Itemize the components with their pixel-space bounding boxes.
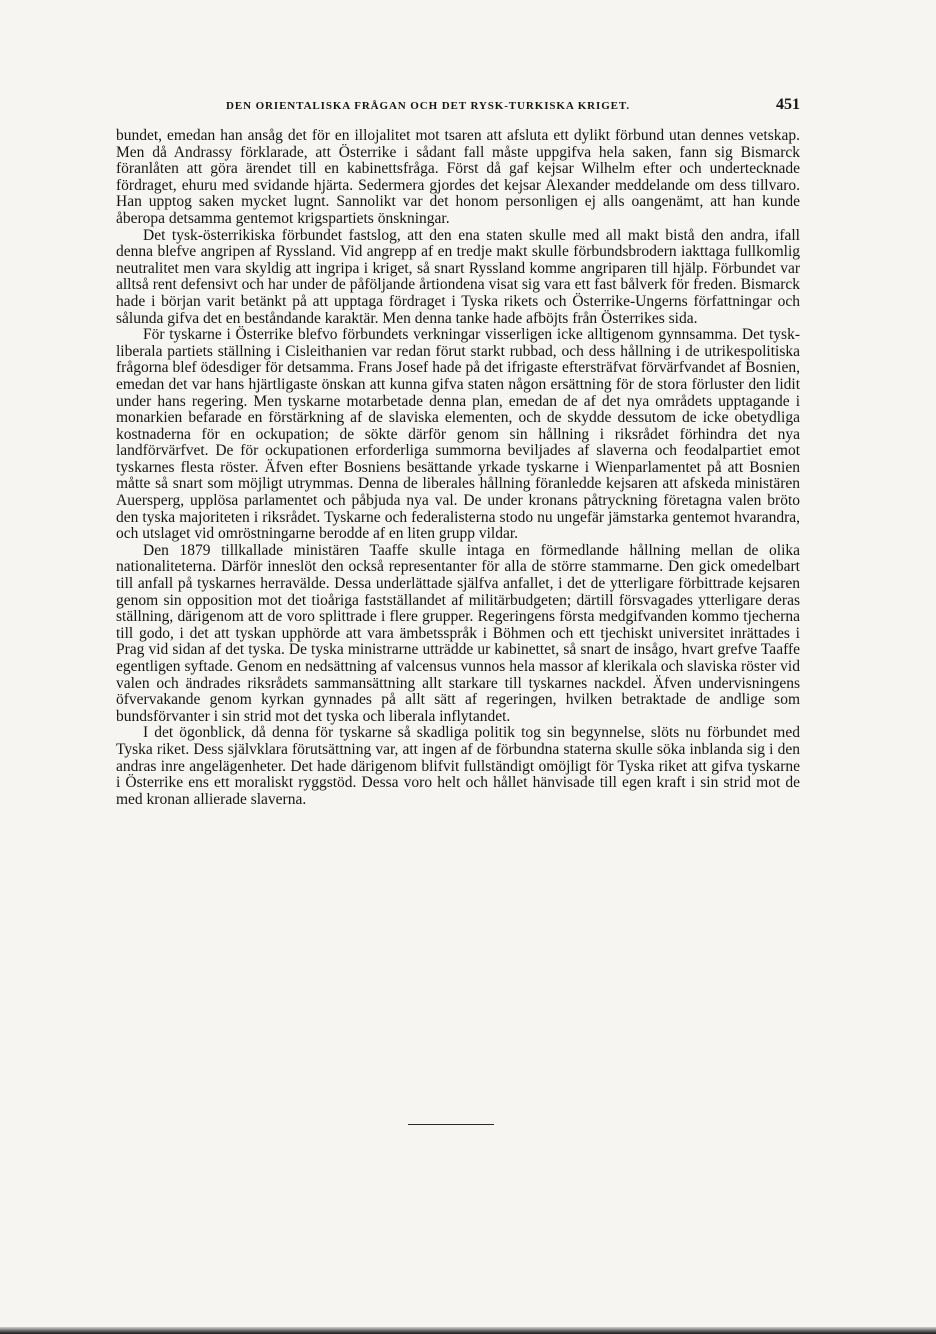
paragraph-4: Den 1879 tillkallade ministären Taaffe skulle intaga en förmedlande hållning mellan de olika nationaliteterna. Därför inneslöt den också representanter för alla de större stammarne. Den gick omedelbart till anfall på tyskarnes herravälde. Dessa underlättade själfva anfallet, i det de ytterligare förbittrade kejsaren genom sin opposition mot det tioåriga fastställandet af militärbudgeten; därtill försvagades ytterligare deras ställning, därigenom att de voro splittrade i flere grupper. Regeringens första medgifvanden kommo tjecherna till godo, i det att tyskan upphörde att vara ämbetsspråk i Böhmen och ett tjechiskt universitet inrättades i Prag vid sidan af det tyska. De tyska ministrarne utträdde ur kabinettet, så snart de insågo, hvart grefve Taaffe egentligen syftade. Genom en nedsättning af valcensus vunnos hela massor af klerikala och slaviska röster vid valen och ändrades riksrådets sammansättning allt starkare till tyskarnes nackdel. Äfven undervisningens öfvervakande genom kyrkan gynnades på allt sätt af regeringen, hvilken betraktade de andlige som bundsförvanter i sin strid mot det tyska och liberala inflytandet. — [116, 541, 800, 725]
paragraph-3: För tyskarne i Österrike blefvo förbundets verkningar visserligen icke alltigenom gynnsamma. Det tysk-liberala partiets ställning i Cisleithanien var redan förut starkt rubbad, och dess hållning i de utrikespolitiska frågorna blef ödesdiger för detsamma. Frans Josef hade på det ifrigaste eftersträfvat förvärfvandet af Bosnien, emedan det var hans hjärtligaste önskan att kunna gifva staten någon ersättning för de stora förluster den lidit under hans regering. Men tyskarne motarbetade denna plan, emedan de af det nya områdets upptagande i monarkien befarade en förstärkning af de slaviska elementen, och de skydde dessutom de icke obetydliga kostnaderna för en ockupation; de sökte därför genom sin hållning i riksrådet förhindra det nya landförvärfvet. De för ockupationen erforderliga summorna beviljades af slaverna och feodalpartiet emot tyskarnes flesta röster. Äfven efter Bosniens besättande yrkade tyskarne i Wienparlamentet på att Bosnien måtte så snart som möjligt utrymmas. Denna de liberales hållning föranledde kejsaren att afskeda ministären Auersperg, upplösa parlamentet och påbjuda nya val. De under kronans påtryckning företagna valen bröto den tyska majoriteten i riksrådet. Tyskarne och federalisterna stodo nu ungefär jämstarka gentemot hvarandra, och utslaget vid omröstningarne berodde af en liten grupp vildar. — [116, 326, 800, 543]
scan-edge-shadow — [0, 1327, 936, 1334]
section-end-rule — [408, 1124, 494, 1125]
page-header — [116, 96, 800, 120]
paragraph-5: I det ögonblick, då denna för tyskarne så skadliga politik tog sin begynnelse, slöts nu förbundet med Tyska riket. Dess självklara förutsättning var, att ingen af de förbundna staterna skulle söka inblanda sig i den andras inre angelägenheter. Det hade därigenom blifvit fullständigt omöjligt för Tyska riket att gifva tyskarne i Österrike ens ett moraliskt ryggstöd. Dessa voro helt och hållet hänvisade till egen kraft i sin strid mot de med kronan allierade slaverna. — [116, 724, 800, 808]
paragraph-2: Det tysk-österrikiska förbundet fastslog, att den ena staten skulle med all makt bistå den andra, ifall denna blefve angripen af Ryssland. Vid angrepp af en tredje makt skulle förbundsbrodern iakttaga fullkomlig neutralitet men vara skyldig att ingripa i kriget, så snart Ryssland komme angriparen till hjälp. Förbundet var alltså rent defensivt och har under de påföljande årtiondena visat sig vara ett fast bålverk för freden. Bismarck hade i början varit betänkt på att upptaga fördraget i Tyska rikets och Österrike-Ungerns författningar och sålunda gifva det en beståndande karaktär. Men denna tanke hade afböjts från Österrikes sida. — [116, 226, 800, 327]
paragraph-1: bundet, emedan han ansåg det för en illojalitet mot tsaren att afsluta ett dylikt förbund utan dennes vetskap. Men då Andrassy förklarade, att Österrike i sådant fall måste uppgifva hela saken, fann sig Bismarck föranlåten att göra ärendet till en kabinettsfråga. Först då gaf kejsar Wilhelm efter och undertecknade fördraget, ehuru med svidande hjärta. Sedermera gjordes det kejsar Alexander meddelande om dess tillvaro. Han upptog saken mycket lugnt. Sannolikt var det honom personligen ej alls oangenämt, att han kunde åberopa detsamma gentemot krigspartiets önskningar. — [116, 127, 800, 227]
page-number: 451 — [776, 96, 800, 113]
running-head: DEN ORIENTALISKA FRÅGAN OCH DET RYSK-TURKISKA KRIGET. — [226, 100, 630, 112]
body-text — [116, 128, 800, 808]
